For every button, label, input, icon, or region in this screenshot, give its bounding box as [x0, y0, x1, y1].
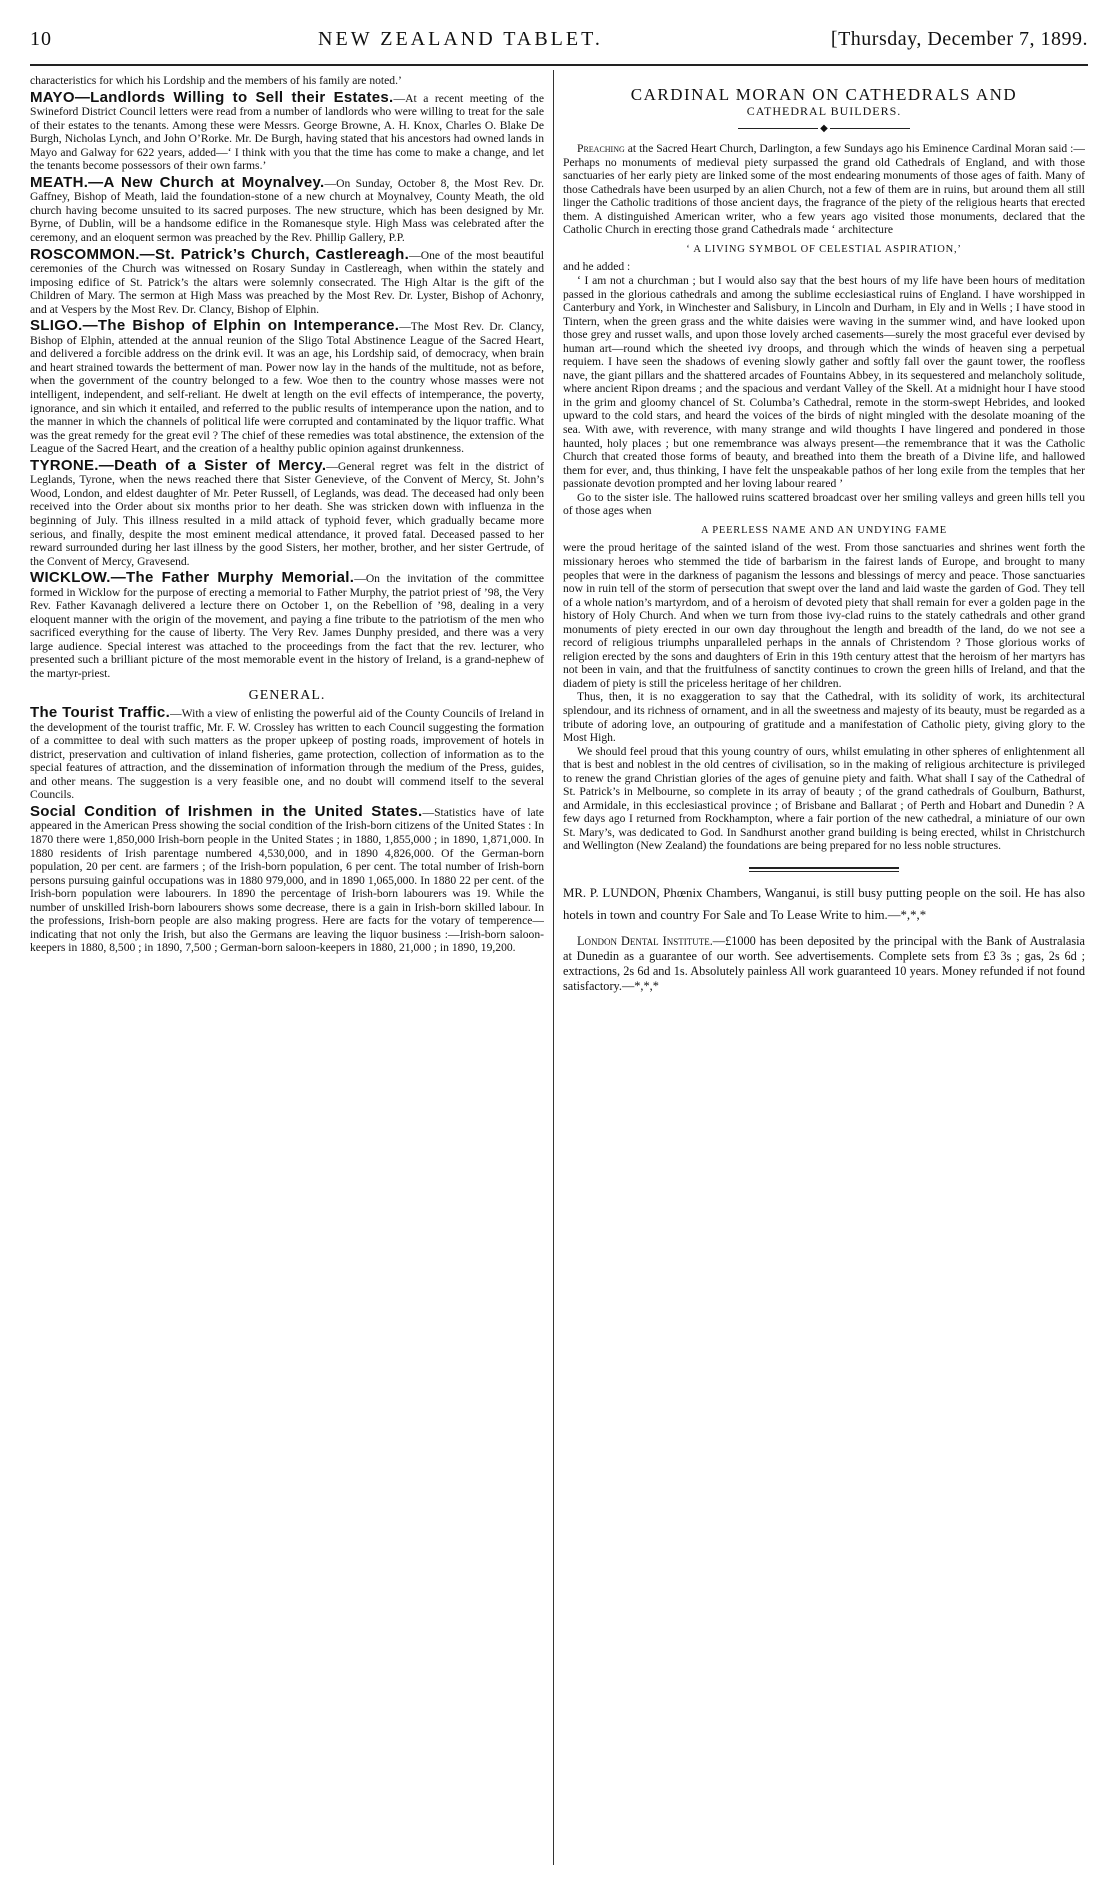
right-column — [563, 74, 1085, 1864]
newspaper-page — [30, 28, 1088, 1868]
article-social — [30, 802, 544, 955]
article-mayo — [30, 88, 544, 173]
issue-date: [Thursday, December 7, 1899. — [830, 28, 1088, 50]
paragraph-1: Preaching at the Sacred Heart Church, Darlington, a few Sundays ago his Eminence Cardinal Moran said :—Perhaps no monuments of medieval piety surpassed the grand old Cathedrals of England, and with those sanctuaries of her early piety are linked some of the most endearing monuments of those ages of faith. Many of those Cathedrals have been usurped by an alien Church, not a few of them are in ruins, but around them all still linger the Catholic traditions of those ancient days, the fragrance of the piety of the religious hearts that erected them. A distinguished American writer, who a few years ago visited those monuments, declared that the Catholic Church in erecting those grand Cathedrals made ‘ architecture — [563, 142, 1085, 237]
heading-sligo: SLIGO.—The Bishop of Elphin on Intemperance. — [30, 317, 400, 335]
pull-quote-2: A PEERLESS NAME AND AN UNDYING FAME — [701, 524, 947, 536]
body-mayo: —At a recent meeting of the Swineford District Council letters were read from a number of landlords who were willing to treat for the sale of their estates to the tenants. Among these were Messrs. George Browne, A. H. Knox, Charles O. Blake De Burgh, Nicholas Lynch, and John O’Rorke. Mr. De Burgh, having stated that his ancestors had owned lands in Mayo and Galway for 622 years, added—‘ I think with you that the time has come to make a change, and let the tenants become possessors of their own farms.’ — [30, 91, 544, 173]
page-number: 10 — [30, 28, 52, 50]
body-wicklow: —On the invitation of the committee formed in Wicklow for the purpose of erecting a memorial to Father Murphy, the patriot priest of ’98, the Very Rev. Father Kavanagh delivered a lecture there on October 1, on the Rebellion of ’98, dealing in a very eloquent manner with the origin of the movement, and paying a fine tribute to the patriotism of the men who sacrificed everything for the cause of liberty. The Very Rev. James Dunphy presided, and there was a very large audience. Special interest was attached to the proceedings from the fact that the rev. lecturer, who presented such a brilliant picture of the most memorable event in the history of Ireland, is a grand-nephew of the martyr-priest. — [30, 572, 544, 680]
section-title-general: GENERAL. — [248, 687, 326, 703]
header-rule — [30, 64, 1088, 66]
heading-social: Social Condition of Irishmen in the United States. — [30, 802, 423, 820]
page-header — [30, 28, 1088, 58]
publication-title: NEW ZEALAND TABLET. — [318, 28, 603, 50]
paragraph-4: were the proud heritage of the sainted island of the west. From those sanctuaries and shrines went forth the missionary heroes who stemmed the tide of barbarism in the fairest lands of Europe, and brought to many peoples that were in the darkness of paganism the lessons and blessings of mercy and peace. Those sanctuaries now in ruin tell of the storm of persecution that swept over the land and laid waste the garden of God. They tell of a whole nation’s martyrdom, and of a heroism of devoted piety that shall remain for ever a golden page in the history of Holy Church. And when we turn from those ivy-clad ruins to the stately cathedrals and other grand monuments of piety erected in our own day throughout the length and breadth of the land, do we not see a record of religious triumphs unparalleled perhaps in the annals of Christendom ? Those glorious works of religion erected by the sons and daughters of Erin in this 19th century attest that the heroism of her martyrs has not been in vain, and that the fruitfulness of sanctity continues to crown the green hills of Ireland, and that the diadem of piety is still the priceless heritage of her children. — [563, 541, 1085, 690]
pull-quote-1: ‘ A LIVING SYMBOL OF CELESTIAL ASPIRATION,’ — [686, 243, 962, 255]
paragraph-5: Thus, then, it is no exaggeration to say that the Cathedral, with its solidity of work, its architectural splendour, and its richness of ornament, and in all the sweetness and majesty of its beauty, must be regarded as a tribute of adoring love, an outpouring of gratitude and a manifestation of Catholic piety, giving glory to the Most High. — [563, 690, 1085, 745]
article-wicklow — [30, 571, 544, 680]
heading-meath: MEATH.—A New Church at Moynalvey. — [30, 173, 325, 191]
left-column — [30, 74, 544, 1864]
article-title: CARDINAL MORAN ON CATHEDRALS AND — [630, 85, 1018, 104]
heading-roscommon: ROSCOMMON.—St. Patrick’s Church, Castlereagh. — [30, 245, 410, 263]
article-roscommon — [30, 245, 544, 317]
body-tourist: —With a view of enlisting the powerful aid of the County Councils of Ireland in the development of the tourist traffic, Mr. F. W. Crossley has written to each Council suggesting the formation of a committee to deal with such matters as the proper upkeep of posting roads, improvement of hotels in district, preservation and cultivation of inland fisheries, game protection, collection of information as to the special features of attraction, and the dissemination of information through the medium of the Press, guides, and other means. The suggestion is a very feasible one, and no doubt will commend itself to the several Councils. — [30, 707, 544, 802]
advert-dental: London Dental Institute.—£1000 has been deposited by the principal with the Bank of Australasia at Dunedin as a guarantee of our worth. See advertisements. Complete sets from £3 3s ; gas, 2s 6d ; extractions, 2s 6d and 1s. Absolutely painless All work guaranteed 10 years. Money refunded if not found satisfactory.—*,*,* — [563, 933, 1085, 993]
article-meath — [30, 173, 544, 245]
body-roscommon: —One of the most beautiful ceremonies of the Church was witnessed on Rosary Sunday in Castlereagh, when within the stately and imposing edifice of St. Patrick’s the altars were solemnly consecrated. The High Altar is the gift of the Children of Mary. The sermon at High Mass was preached by the Most Rev. Dr. Lyster, Bishop of Achonry, and at Vespers by the Most Rev. Dr. Clancy, Bishop of Elphin. — [30, 248, 544, 316]
paragraph-6: We should feel proud that this young country of ours, whilst emulating in other spheres of enlightenment all that is best and noblest in the old centres of civilisation, so in the making of religious architecture is privileged to renew the grand Christian glories of the ages of genuine piety and faith. What shall I say of the Cathedral of St. Patrick’s in Melbourne, so complete in its array of beauty ; of the grand cathedrals of Goulburn, Bathurst, and Armidale, in this ecclesiastical province ; of Brisbane and Ballarat ; of Perth and Hobart and Dunedin ? A few days ago I returned from Rockhampton, where a fair portion of the new cathedral, a miniature of our own St. Mary’s, was dedicated to God. In Sandhurst another grand building is being erected, whilst in Christchurch and Wellington (New Zealand) the foundations are being prepared for no less noble structures. — [563, 744, 1085, 853]
heading-tyrone: TYRONE.—Death of a Sister of Mercy. — [30, 456, 327, 474]
body-tyrone: —General regret was felt in the district of Leglands, Tyrone, when the news reached there that Sister Genevieve, of the Convent of Mercy, St. John’s Wood, London, and eldest daughter of Mr. Peter Russell, of Leglands, was dead. The deceased had only been received into the Order about six months prior to her death. She was stricken down with influenza in the beginning of July. This illness resulted in a mild attack of typhoid fever, which gradually became more serious, and finally, despite the most eminent medical attendance, it proved fatal. Deceased passed to her reward surrounded during her last illness by the good Sisters, her mother, brother, and her sister Gertrude, of the Convent of Mercy, Gravesend. — [30, 459, 544, 568]
article-sligo — [30, 319, 544, 455]
article-tyrone — [30, 456, 544, 568]
intro-paragraph: characteristics for which his Lordship and the members of his family are noted.’ — [30, 74, 402, 87]
ornament-divider: ◆ — [563, 124, 1085, 134]
paragraph-2: ‘ I am not a churchman ; but I would also say that the best hours of my life have been hours of meditation passed in the glorious cathedrals and among the sublime ecclesiastical ruins of England. I have worshipped in Canterbury and York, in Winchester and Salisbury, in Lincoln and Durham, in Ely and in Wells ; I have stood in Tintern, when the green grass and the white daisies were waving in the summer wind, and have looked upon those grey and russet walls, and upon those lovely arched casements—surely the most graceful ever devised by human art—round which the sheeted ivy droops, and through which the winds of heaven sing a perpetual requiem. I have seen the shadows of evening slowly gather and softly fall over the gaunt tower, the roofless nave, the giant pillars and the shattered arcades of Fountains Abbey, in its sequestered and melancholy solitude, where ancient Ripon dreams ; and the spacious and verdant Valley of the Skell. At a midnight hour I have stood in the grim and gloomy chancel of St. Columba’s Cathedral, remote in the storm-swept Hebrides, and looked upward to the cold stars, and heard the voices of the birds of night mingled with the desolate moaning of the sea. With awe, with reverence, with many strange and wild thoughts I have lingered and pondered in those haunted, holy places ; but one remembrance was always present—the remembrance that it was the Catholic Church that created those forms of beauty, and breathed into them the breath of a Divine life, and hallowed them for ever, and, thus thinking, I have felt the unspeakable pathos of her long exile from the temples that her passionate devotion prompted and her loving labour reared ’ — [563, 274, 1085, 491]
ad-divider — [749, 867, 899, 872]
and-added: and he added : — [563, 260, 631, 274]
column-divider — [553, 70, 554, 1865]
body-meath: —On Sunday, October 8, the Most Rev. Dr. Gaffney, Bishop of Meath, laid the foundation-stone of a new church at Moynalvey, County Meath, the old church having become unsuited to its sacred purposes. The new structure, which has been designed by Mr. Byrne, of Dublin, will be a handsome edifice in the Romanesque style. High Mass was celebrated after the ceremony, and an eloquent sermon was preached by the Rev. Phillip Gallery, P.P. — [30, 176, 544, 245]
heading-wicklow: WICKLOW.—The Father Murphy Memorial. — [30, 569, 355, 587]
article-tourist — [30, 706, 544, 802]
article-subtitle: CATHEDRAL BUILDERS. — [746, 103, 902, 118]
advert-lundon: MR. P. LUNDON, Phœnix Chambers, Wanganui, is still busy putting people on the soil. He has also hotels in town and country For Sale and To Lease Write to him.—*,*,* — [563, 885, 1085, 922]
lead-word: Preaching — [577, 142, 625, 156]
body-social: —Statistics have of late appeared in the American Press showing the social condition of the Irish-born citizens of the United States : In 1870 there were 1,850,000 Irish-born people in the United States ; in 1880, 1,855,000 ; in 1890, 1,871,000. In 1880 residents of Irish parentage numbered 4,530,000, and in 1890 4,826,000. Of the German-born population, 20 per cent. are farmers ; of the Irish-born population, 6 per cent. The total number of Irish-born persons pursuing gainful occupations was in 1880 979,000, and in 1890 1,065,000. In 1880 22 per cent. of the Irish-born population were labourers. In 1890 the percentage of Irish-born labourers was 19. While the number of unskilled Irish-born labourers shows some decrease, there is a gain in Irish-born skilled labour. In the professions, Irish-born people are also making progress. Here are facts for the votary of temperence—indicating that not only the Irish, but also the Germans are leaving the liquor business :—Irish-born saloon-keepers in 1880, 8,500 ; in 1890, 7,500 ; German-born saloon-keepers in 1880, 21,000 ; in 1890, 19,200. — [30, 805, 544, 955]
paragraph-3: Go to the sister isle. The hallowed ruins scattered broadcast over her smiling valleys and green hills tell you of those ages when — [563, 490, 1085, 518]
heading-tourist: The Tourist Traffic. — [30, 704, 171, 722]
body-sligo: —The Most Rev. Dr. Clancy, Bishop of Elphin, attended at the annual reunion of the Sligo Total Abstinence League of the Sacred Heart, and delivered a forcible address on the drink evil. It was an age, his Lordship said, of democracy, when brain and heart strained towards the betterment of man. Power now lay in the hands of the multitude, not as before, when the government of the country belonged to a few. Woe then to the country whose masses were not intelligent, independent, and self-reliant. He dwelt at length on the evil effects of intemperance, the poverty, ignorance, and sin which it entailed, and referred to the public results of intemperance upon the nation, and to the manner in which the channels of political life were corrupted and contaminated by the liquor traffic. What was the great remedy for the great evil ? The chief of these remedies was total abstinence, the extension of the League of the Sacred Heart, and the creation of a healthy public opinion against drunkenness. — [30, 320, 544, 456]
heading-mayo: MAYO—Landlords Willing to Sell their Estates. — [30, 88, 394, 106]
